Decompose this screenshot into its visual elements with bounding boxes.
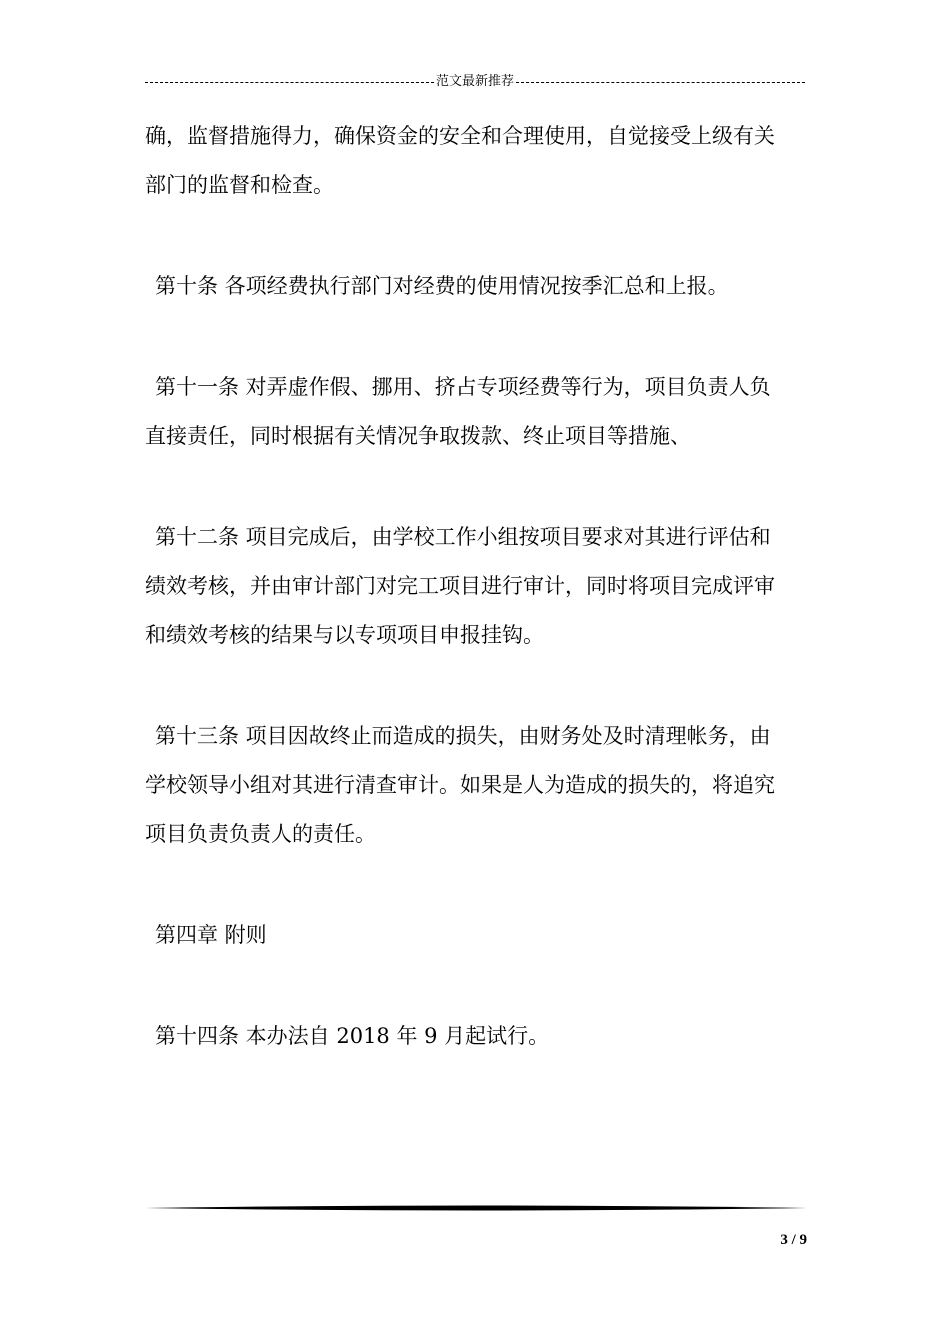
text-line: 项目负责负责人的责任。 [145, 822, 376, 846]
text-line: 确，监督措施得力，确保资金的安全和合理使用，自觉接受上级有关 [145, 124, 775, 148]
footer-rule [145, 1204, 807, 1212]
text-line: 学校领导小组对其进行清查审计。如果是人为造成的损失的，将追究 [145, 773, 775, 797]
chapter-title: 第四章 附则 [155, 923, 267, 947]
header-dash-left [145, 82, 434, 83]
paragraph-continuation [145, 112, 807, 210]
page-number: 3 / 9 [780, 1232, 807, 1248]
header-title: 范文最新推荐 [436, 74, 515, 89]
header-dash-right [516, 82, 805, 83]
article-14 [145, 1012, 807, 1061]
text-line: 部门的监督和检查。 [145, 173, 334, 197]
text-line: 直接责任，同时根据有关情况争取拨款、终止项目等措施、 [145, 424, 691, 448]
article-11 [145, 363, 807, 461]
article-12 [145, 513, 807, 660]
article-10 [145, 262, 807, 311]
text-line: 第十三条 项目因故终止而造成的损失，由财务处及时清理帐务，由 [155, 724, 771, 748]
text-line: 和绩效考核的结果与以专项项目申报挂钩。 [145, 623, 544, 647]
article-13 [145, 712, 807, 859]
text-line: 绩效考核，并由审计部门对完工项目进行审计，同时将项目完成评审 [145, 574, 775, 598]
chapter-4-heading [145, 911, 807, 960]
text-line: 第十二条 项目完成后，由学校工作小组按项目要求对其进行评估和 [155, 525, 771, 549]
document-body [145, 112, 807, 1061]
text-line: 第十四条 本办法自 2018 年 9 月起试行。 [155, 1024, 550, 1048]
text-line: 第十一条 对弄虚作假、挪用、挤占专项经费等行为，项目负责人负 [155, 375, 771, 399]
text-line: 第十条 各项经费执行部门对经费的使用情况按季汇总和上报。 [155, 274, 729, 298]
page-header [145, 72, 805, 92]
